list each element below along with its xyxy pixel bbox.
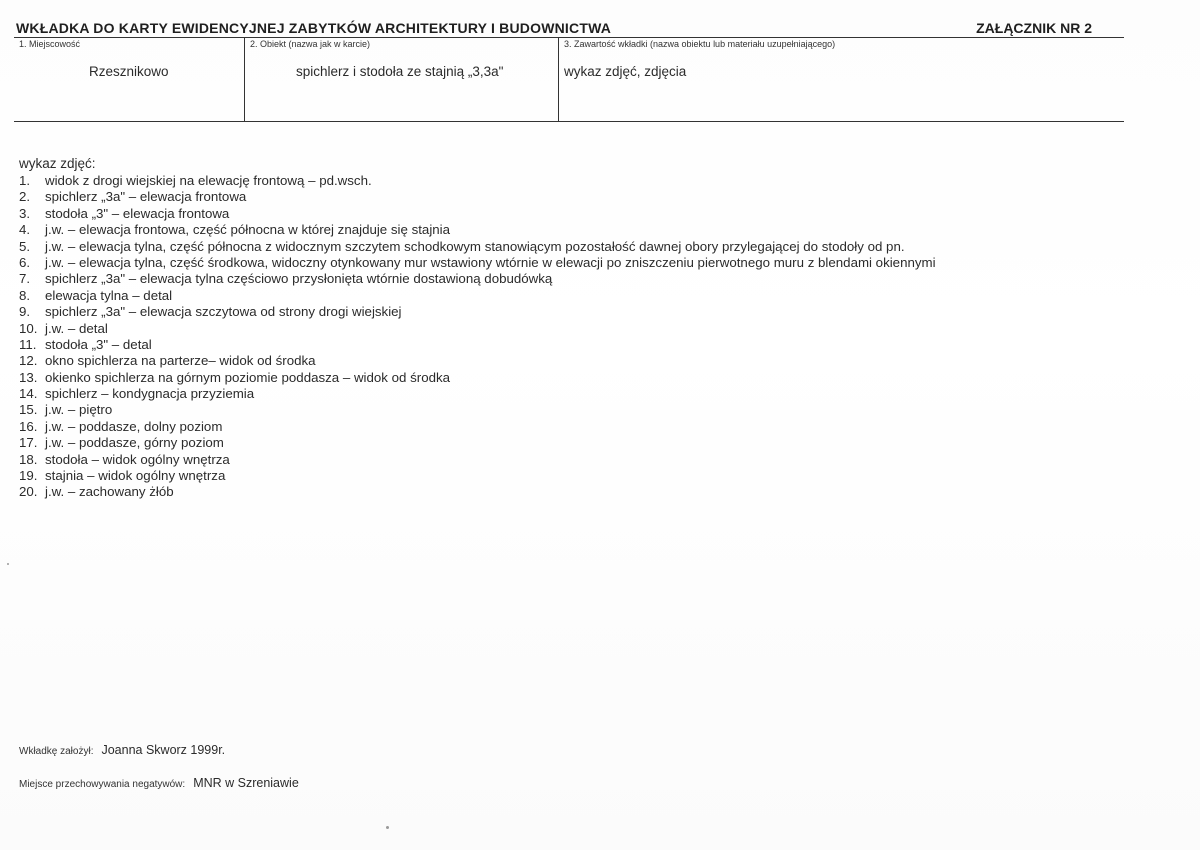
photo-item-number: 14.: [19, 386, 38, 402]
photo-item-number: 7.: [19, 271, 31, 287]
photo-item-description: j.w. – detal: [45, 320, 108, 336]
photo-item-description: j.w. – zachowany żłób: [45, 484, 174, 500]
photo-item-description: j.w. – elewacja tylna, część środkowa, widoczny otynkowany mur wstawiony wtórnie w elewacji po zniszczeniu pierwotnego muru z blendami okiennymi: [45, 254, 936, 270]
photo-item-number: 5.: [19, 238, 31, 254]
photo-list-heading: wykaz zdjęć:: [19, 156, 96, 171]
photo-item-number: 18.: [19, 451, 38, 467]
photo-item-number: 15.: [19, 402, 38, 418]
photo-list: [19, 173, 936, 501]
photo-item-description: j.w. – elewacja tylna, część północna z widocznym szczytem schodkowym stanowiącym pozostałość dawnej obory przylegającej do stodoły od pn.: [45, 238, 905, 254]
storage-line: [19, 774, 299, 792]
photo-item-number: 2.: [19, 189, 31, 205]
photo-item-number: 20.: [19, 484, 38, 500]
photo-item-number: 13.: [19, 369, 38, 385]
photo-list-item: [19, 386, 936, 402]
photo-item-description: stodoła – widok ogólny wnętrza: [45, 451, 230, 467]
locality-value: Rzesznikowo: [89, 64, 169, 79]
paper-speck: [386, 826, 389, 829]
photo-list-item: [19, 402, 936, 418]
photo-item-number: 10.: [19, 320, 38, 336]
photo-list-item: [19, 304, 936, 320]
author-line: [19, 741, 225, 759]
photo-item-description: elewacja tylna – detal: [45, 287, 173, 303]
photo-item-description: widok z drogi wiejskiej na elewację frontową – pd.wsch.: [45, 173, 372, 188]
photo-item-description: stajnia – widok ogólny wnętrza: [45, 468, 226, 484]
object-label: 2. Obiekt (nazwa jak w karcie): [250, 39, 371, 49]
photo-item-description: j.w. – poddasze, górny poziom: [45, 435, 224, 451]
photo-item-number: 16.: [19, 418, 38, 434]
header-rule-bottom: [14, 121, 1124, 122]
photo-item-description: spichlerz – kondygnacja przyziemia: [45, 386, 255, 402]
photo-list-item: [19, 173, 936, 189]
photo-list-item: [19, 353, 936, 369]
photo-item-number: 19.: [19, 468, 38, 484]
photo-list-item: [19, 435, 936, 451]
contents-value: wykaz zdjęć, zdjęcia: [564, 64, 687, 79]
photo-list-item: [19, 468, 936, 484]
form-title: WKŁADKA DO KARTY EWIDENCYJNEJ ZABYTKÓW ARCHITEKTURY I BUDOWNICTWA: [16, 20, 612, 36]
paper-speck: [7, 563, 9, 565]
photo-item-number: 11.: [19, 336, 37, 352]
locality-label: 1. Miejscowość: [19, 39, 81, 49]
photo-list-item: [19, 255, 936, 271]
photo-list-item: [19, 321, 936, 337]
storage-label: Miejsce przechowywania negatywów:: [19, 779, 186, 790]
photo-item-description: spichlerz „3a" – elewacja frontowa: [45, 189, 247, 205]
field-divider-2: [558, 37, 559, 122]
contents-label: 3. Zawartość wkładki (nazwa obiektu lub materiału uzupełniającego): [564, 39, 836, 49]
photo-item-number: 4.: [19, 222, 31, 238]
photo-item-description: stodoła „3" – detal: [45, 336, 152, 352]
photo-item-description: okno spichlerza na parterze– widok od środka: [45, 353, 316, 369]
photo-list-item: [19, 271, 936, 287]
photo-item-number: 6.: [19, 254, 31, 270]
photo-list-item: [19, 337, 936, 353]
photo-item-number: 3.: [19, 205, 31, 221]
photo-item-description: okienko spichlerza na górnym poziomie poddasza – widok od środka: [45, 369, 451, 385]
photo-item-description: j.w. – poddasze, dolny poziom: [45, 418, 223, 434]
annex-number: ZAŁĄCZNIK NR 2: [976, 20, 1092, 36]
photo-list-item: [19, 222, 936, 238]
photo-item-description: j.w. – piętro: [45, 402, 113, 418]
photo-list-item: [19, 452, 936, 468]
photo-item-description: spichlerz „3a" – elewacja szczytowa od strony drogi wiejskiej: [45, 304, 402, 320]
photo-item-number: 17.: [19, 435, 38, 451]
photo-list-item: [19, 484, 936, 500]
header-rule-top: [14, 37, 1124, 38]
photo-item-description: spichlerz „3a" – elewacja tylna częściowo przysłonięta wtórnie dostawioną dobudówką: [45, 271, 553, 287]
photo-list-item: [19, 189, 936, 205]
photo-item-description: stodoła „3" – elewacja frontowa: [45, 205, 230, 221]
photo-item-description: j.w. – elewacja frontowa, część północna w której znajduje się stajnia: [45, 222, 451, 238]
object-value: spichlerz i stodoła ze stajnią „3,3a": [296, 64, 504, 79]
photo-list-item: [19, 370, 936, 386]
photo-list-item: [19, 419, 936, 435]
storage-value: MNR w Szreniawie: [193, 776, 299, 790]
photo-item-number: 1.: [19, 173, 31, 188]
photo-list-item: [19, 206, 936, 222]
photo-item-number: 12.: [19, 353, 38, 369]
photo-item-number: 9.: [19, 304, 31, 320]
photo-list-item: [19, 288, 936, 304]
field-divider-1: [244, 37, 245, 122]
author-label: Wkładkę założył:: [19, 746, 94, 757]
author-value: Joanna Skworz 1999r.: [101, 743, 226, 757]
photo-list-item: [19, 239, 936, 255]
photo-item-number: 8.: [19, 287, 31, 303]
